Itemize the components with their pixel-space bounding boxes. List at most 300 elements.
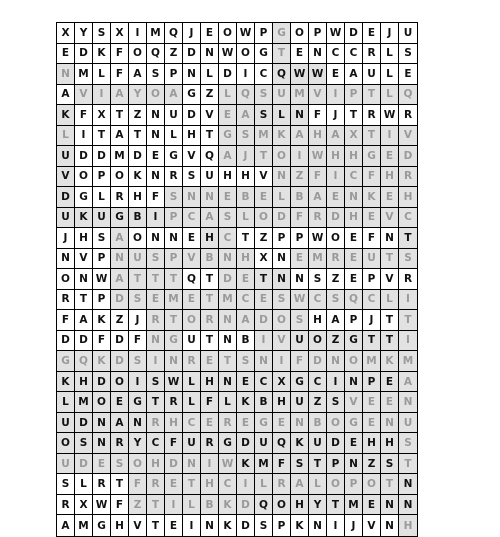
letter-cell[interactable]: N <box>147 167 165 188</box>
letter-cell[interactable]: E <box>237 372 255 393</box>
letter-cell[interactable]: R <box>147 474 165 495</box>
letter-cell[interactable]: R <box>219 413 237 434</box>
letter-cell[interactable]: I <box>273 351 291 372</box>
letter-cell[interactable]: T <box>309 454 327 475</box>
letter-cell[interactable]: C <box>183 413 201 434</box>
letter-cell[interactable]: S <box>147 249 165 270</box>
letter-cell[interactable]: G <box>219 433 237 454</box>
letter-cell[interactable]: H <box>363 433 381 454</box>
letter-cell[interactable]: T <box>75 290 93 311</box>
letter-cell[interactable]: W <box>309 146 327 167</box>
letter-cell[interactable]: N <box>273 269 291 290</box>
letter-cell[interactable]: P <box>93 167 111 188</box>
letter-cell[interactable]: O <box>309 331 327 352</box>
letter-cell[interactable]: N <box>129 413 147 434</box>
letter-cell[interactable]: I <box>237 64 255 85</box>
letter-cell[interactable]: F <box>75 105 93 126</box>
letter-cell[interactable]: D <box>183 105 201 126</box>
letter-cell[interactable]: H <box>201 474 219 495</box>
letter-cell[interactable]: O <box>147 85 165 106</box>
letter-cell[interactable]: E <box>291 44 309 65</box>
letter-cell[interactable]: N <box>219 249 237 270</box>
letter-cell[interactable]: S <box>399 44 417 65</box>
letter-cell[interactable]: W <box>381 105 399 126</box>
letter-cell[interactable]: N <box>147 331 165 352</box>
letter-cell[interactable]: N <box>201 187 219 208</box>
letter-cell[interactable]: K <box>219 495 237 516</box>
letter-cell[interactable]: S <box>147 372 165 393</box>
letter-cell[interactable]: Y <box>129 433 147 454</box>
letter-cell[interactable]: S <box>111 454 129 475</box>
letter-cell[interactable]: V <box>183 146 201 167</box>
letter-cell[interactable]: E <box>345 269 363 290</box>
letter-cell[interactable]: Z <box>327 269 345 290</box>
letter-cell[interactable]: O <box>273 146 291 167</box>
letter-cell[interactable]: U <box>291 331 309 352</box>
letter-cell[interactable]: O <box>273 495 291 516</box>
letter-cell[interactable]: T <box>363 331 381 352</box>
letter-cell[interactable]: A <box>57 85 75 106</box>
letter-cell[interactable]: Q <box>399 85 417 106</box>
letter-cell[interactable]: W <box>291 64 309 85</box>
letter-cell[interactable]: R <box>183 351 201 372</box>
letter-cell[interactable]: G <box>219 126 237 147</box>
letter-cell[interactable]: A <box>111 85 129 106</box>
letter-cell[interactable]: E <box>201 23 219 44</box>
letter-cell[interactable]: T <box>183 474 201 495</box>
letter-cell[interactable]: K <box>93 44 111 65</box>
letter-cell[interactable]: E <box>273 413 291 434</box>
letter-cell[interactable]: M <box>363 351 381 372</box>
letter-cell[interactable]: R <box>57 495 75 516</box>
letter-cell[interactable]: U <box>399 23 417 44</box>
letter-cell[interactable]: E <box>381 372 399 393</box>
letter-cell[interactable]: D <box>327 208 345 229</box>
letter-cell[interactable]: D <box>255 310 273 331</box>
letter-cell[interactable]: J <box>237 146 255 167</box>
letter-cell[interactable]: S <box>93 23 111 44</box>
letter-cell[interactable]: I <box>147 351 165 372</box>
letter-cell[interactable]: W <box>309 228 327 249</box>
letter-cell[interactable]: E <box>165 474 183 495</box>
letter-cell[interactable]: R <box>309 208 327 229</box>
letter-cell[interactable]: U <box>183 331 201 352</box>
letter-cell[interactable]: V <box>57 167 75 188</box>
letter-cell[interactable]: N <box>291 413 309 434</box>
letter-cell[interactable]: X <box>345 126 363 147</box>
letter-cell[interactable]: C <box>255 64 273 85</box>
letter-cell[interactable]: T <box>255 146 273 167</box>
letter-cell[interactable]: T <box>147 269 165 290</box>
letter-cell[interactable]: G <box>75 187 93 208</box>
letter-cell[interactable]: C <box>327 44 345 65</box>
letter-cell[interactable]: W <box>93 269 111 290</box>
letter-cell[interactable]: N <box>381 495 399 516</box>
letter-cell[interactable]: E <box>237 413 255 434</box>
letter-cell[interactable]: A <box>201 208 219 229</box>
letter-cell[interactable]: J <box>363 310 381 331</box>
letter-cell[interactable]: N <box>111 249 129 270</box>
letter-cell[interactable]: O <box>219 23 237 44</box>
letter-cell[interactable]: D <box>273 208 291 229</box>
letter-cell[interactable]: E <box>219 105 237 126</box>
letter-cell[interactable]: T <box>345 105 363 126</box>
letter-cell[interactable]: E <box>93 454 111 475</box>
letter-cell[interactable]: W <box>219 44 237 65</box>
letter-cell[interactable]: P <box>273 228 291 249</box>
letter-cell[interactable]: T <box>93 126 111 147</box>
letter-cell[interactable]: H <box>75 372 93 393</box>
letter-cell[interactable]: A <box>75 310 93 331</box>
letter-cell[interactable]: D <box>57 187 75 208</box>
letter-cell[interactable]: H <box>381 433 399 454</box>
letter-cell[interactable]: W <box>237 23 255 44</box>
letter-cell[interactable]: H <box>147 454 165 475</box>
letter-cell[interactable]: U <box>57 454 75 475</box>
letter-cell[interactable]: O <box>237 44 255 65</box>
letter-cell[interactable]: E <box>381 146 399 167</box>
letter-cell[interactable]: N <box>219 372 237 393</box>
letter-cell[interactable]: C <box>345 167 363 188</box>
letter-cell[interactable]: P <box>345 85 363 106</box>
letter-cell[interactable]: V <box>183 249 201 270</box>
letter-cell[interactable]: C <box>219 474 237 495</box>
letter-cell[interactable]: I <box>291 146 309 167</box>
letter-cell[interactable]: C <box>345 44 363 65</box>
letter-cell[interactable]: U <box>165 105 183 126</box>
letter-cell[interactable]: W <box>327 23 345 44</box>
letter-cell[interactable]: T <box>327 495 345 516</box>
letter-cell[interactable]: A <box>237 105 255 126</box>
letter-cell[interactable]: P <box>273 515 291 536</box>
letter-cell[interactable]: M <box>147 23 165 44</box>
letter-cell[interactable]: N <box>291 269 309 290</box>
letter-cell[interactable]: N <box>147 228 165 249</box>
letter-cell[interactable]: P <box>363 372 381 393</box>
letter-cell[interactable]: E <box>363 392 381 413</box>
letter-cell[interactable]: I <box>93 85 111 106</box>
letter-cell[interactable]: N <box>57 249 75 270</box>
letter-cell[interactable]: R <box>201 433 219 454</box>
letter-cell[interactable]: T <box>129 126 147 147</box>
letter-cell[interactable]: X <box>93 105 111 126</box>
letter-cell[interactable]: L <box>183 372 201 393</box>
letter-cell[interactable]: N <box>381 413 399 434</box>
letter-cell[interactable]: R <box>399 269 417 290</box>
letter-cell[interactable]: G <box>255 44 273 65</box>
letter-cell[interactable]: D <box>183 44 201 65</box>
letter-cell[interactable]: L <box>255 474 273 495</box>
letter-cell[interactable]: T <box>165 310 183 331</box>
letter-cell[interactable]: I <box>399 331 417 352</box>
letter-cell[interactable]: R <box>363 44 381 65</box>
letter-cell[interactable]: I <box>183 515 201 536</box>
letter-cell[interactable]: U <box>57 146 75 167</box>
letter-cell[interactable]: G <box>345 331 363 352</box>
letter-cell[interactable]: X <box>75 495 93 516</box>
letter-cell[interactable]: R <box>147 310 165 331</box>
letter-cell[interactable]: E <box>201 413 219 434</box>
letter-cell[interactable]: G <box>111 208 129 229</box>
letter-cell[interactable]: S <box>147 64 165 85</box>
letter-cell[interactable]: F <box>165 433 183 454</box>
letter-cell[interactable]: S <box>291 310 309 331</box>
letter-cell[interactable]: L <box>183 392 201 413</box>
letter-cell[interactable]: C <box>399 208 417 229</box>
letter-cell[interactable]: A <box>111 269 129 290</box>
letter-cell[interactable]: A <box>345 64 363 85</box>
letter-cell[interactable]: D <box>75 454 93 475</box>
letter-cell[interactable]: N <box>165 228 183 249</box>
letter-cell[interactable]: N <box>183 64 201 85</box>
letter-cell[interactable]: A <box>129 64 147 85</box>
letter-cell[interactable]: E <box>183 290 201 311</box>
letter-cell[interactable]: S <box>237 351 255 372</box>
letter-cell[interactable]: O <box>183 310 201 331</box>
letter-cell[interactable]: Z <box>129 495 147 516</box>
letter-cell[interactable]: S <box>75 433 93 454</box>
letter-cell[interactable]: P <box>327 454 345 475</box>
letter-cell[interactable]: N <box>183 454 201 475</box>
letter-cell[interactable]: H <box>219 167 237 188</box>
letter-cell[interactable]: K <box>291 433 309 454</box>
letter-cell[interactable]: C <box>363 290 381 311</box>
letter-cell[interactable]: B <box>309 413 327 434</box>
letter-cell[interactable]: D <box>111 290 129 311</box>
letter-cell[interactable]: L <box>381 44 399 65</box>
letter-cell[interactable]: B <box>201 249 219 270</box>
letter-cell[interactable]: T <box>363 126 381 147</box>
letter-cell[interactable]: S <box>399 249 417 270</box>
letter-cell[interactable]: P <box>291 228 309 249</box>
letter-cell[interactable]: S <box>273 290 291 311</box>
letter-cell[interactable]: Z <box>165 44 183 65</box>
letter-cell[interactable]: Z <box>363 454 381 475</box>
letter-cell[interactable]: T <box>381 310 399 331</box>
letter-cell[interactable]: H <box>345 208 363 229</box>
letter-cell[interactable]: Q <box>237 85 255 106</box>
letter-cell[interactable]: K <box>237 454 255 475</box>
letter-cell[interactable]: M <box>75 392 93 413</box>
letter-cell[interactable]: H <box>399 187 417 208</box>
letter-cell[interactable]: I <box>165 495 183 516</box>
letter-cell[interactable]: A <box>309 187 327 208</box>
letter-cell[interactable]: F <box>309 167 327 188</box>
letter-cell[interactable]: I <box>327 85 345 106</box>
letter-cell[interactable]: L <box>381 85 399 106</box>
letter-cell[interactable]: U <box>93 208 111 229</box>
letter-cell[interactable]: L <box>57 126 75 147</box>
letter-cell[interactable]: V <box>309 85 327 106</box>
letter-cell[interactable]: E <box>345 228 363 249</box>
letter-cell[interactable]: N <box>147 105 165 126</box>
letter-cell[interactable]: O <box>129 44 147 65</box>
letter-cell[interactable]: I <box>75 126 93 147</box>
letter-cell[interactable]: D <box>237 433 255 454</box>
letter-cell[interactable]: D <box>309 351 327 372</box>
letter-cell[interactable]: P <box>363 269 381 290</box>
letter-cell[interactable]: W <box>165 372 183 393</box>
letter-cell[interactable]: J <box>345 515 363 536</box>
letter-cell[interactable]: L <box>75 474 93 495</box>
letter-cell[interactable]: K <box>291 515 309 536</box>
letter-cell[interactable]: F <box>111 44 129 65</box>
letter-cell[interactable]: W <box>219 454 237 475</box>
letter-cell[interactable]: S <box>165 187 183 208</box>
letter-cell[interactable]: N <box>57 64 75 85</box>
letter-cell[interactable]: C <box>237 290 255 311</box>
letter-cell[interactable]: U <box>309 433 327 454</box>
letter-cell[interactable]: E <box>219 187 237 208</box>
letter-cell[interactable]: O <box>291 23 309 44</box>
letter-cell[interactable]: Q <box>183 269 201 290</box>
letter-cell[interactable]: E <box>363 208 381 229</box>
letter-cell[interactable]: B <box>255 392 273 413</box>
letter-cell[interactable]: E <box>237 269 255 290</box>
letter-cell[interactable]: T <box>399 228 417 249</box>
letter-cell[interactable]: K <box>219 515 237 536</box>
letter-cell[interactable]: T <box>255 269 273 290</box>
letter-cell[interactable]: E <box>327 187 345 208</box>
letter-cell[interactable]: W <box>309 64 327 85</box>
letter-cell[interactable]: S <box>237 126 255 147</box>
letter-cell[interactable]: G <box>291 372 309 393</box>
letter-cell[interactable]: R <box>165 167 183 188</box>
letter-cell[interactable]: Q <box>201 146 219 167</box>
letter-cell[interactable]: C <box>309 372 327 393</box>
letter-cell[interactable]: Y <box>309 495 327 516</box>
letter-cell[interactable]: S <box>309 269 327 290</box>
letter-cell[interactable]: I <box>129 372 147 393</box>
letter-cell[interactable]: G <box>255 413 273 434</box>
letter-cell[interactable]: T <box>237 228 255 249</box>
letter-cell[interactable]: H <box>327 146 345 167</box>
letter-cell[interactable]: R <box>111 187 129 208</box>
letter-cell[interactable]: M <box>219 290 237 311</box>
letter-cell[interactable]: P <box>93 290 111 311</box>
letter-cell[interactable]: Y <box>129 85 147 106</box>
letter-cell[interactable]: H <box>381 167 399 188</box>
letter-cell[interactable]: O <box>57 433 75 454</box>
letter-cell[interactable]: A <box>111 228 129 249</box>
letter-cell[interactable]: E <box>255 187 273 208</box>
letter-cell[interactable]: T <box>381 474 399 495</box>
letter-cell[interactable]: V <box>75 249 93 270</box>
letter-cell[interactable]: U <box>57 413 75 434</box>
letter-cell[interactable]: F <box>273 454 291 475</box>
letter-cell[interactable]: L <box>93 187 111 208</box>
letter-cell[interactable]: D <box>399 146 417 167</box>
letter-cell[interactable]: F <box>57 310 75 331</box>
letter-cell[interactable]: K <box>57 105 75 126</box>
letter-cell[interactable]: A <box>219 146 237 167</box>
letter-cell[interactable]: R <box>273 474 291 495</box>
letter-cell[interactable]: R <box>363 105 381 126</box>
letter-cell[interactable]: N <box>201 515 219 536</box>
letter-cell[interactable]: U <box>129 249 147 270</box>
letter-cell[interactable]: A <box>237 310 255 331</box>
letter-cell[interactable]: L <box>165 126 183 147</box>
letter-cell[interactable]: E <box>165 515 183 536</box>
letter-cell[interactable]: I <box>237 474 255 495</box>
letter-cell[interactable]: V <box>75 85 93 106</box>
letter-cell[interactable]: N <box>345 187 363 208</box>
letter-cell[interactable]: U <box>363 249 381 270</box>
letter-cell[interactable]: N <box>309 515 327 536</box>
letter-cell[interactable]: E <box>183 228 201 249</box>
letter-cell[interactable]: F <box>309 105 327 126</box>
letter-cell[interactable]: L <box>237 208 255 229</box>
letter-cell[interactable]: G <box>363 146 381 167</box>
letter-cell[interactable]: E <box>345 433 363 454</box>
letter-cell[interactable]: J <box>381 23 399 44</box>
letter-cell[interactable]: I <box>129 23 147 44</box>
letter-cell[interactable]: J <box>57 228 75 249</box>
letter-cell[interactable]: T <box>201 269 219 290</box>
letter-cell[interactable]: D <box>237 515 255 536</box>
letter-cell[interactable]: D <box>75 413 93 434</box>
letter-cell[interactable]: S <box>327 290 345 311</box>
letter-cell[interactable]: D <box>345 23 363 44</box>
letter-cell[interactable]: U <box>363 64 381 85</box>
letter-cell[interactable]: T <box>219 351 237 372</box>
letter-cell[interactable]: Q <box>273 64 291 85</box>
letter-cell[interactable]: I <box>255 331 273 352</box>
letter-cell[interactable]: O <box>111 372 129 393</box>
letter-cell[interactable]: A <box>57 515 75 536</box>
letter-cell[interactable]: D <box>111 351 129 372</box>
letter-cell[interactable]: A <box>111 126 129 147</box>
letter-cell[interactable]: V <box>345 392 363 413</box>
letter-cell[interactable]: X <box>273 372 291 393</box>
letter-cell[interactable]: F <box>291 351 309 372</box>
letter-cell[interactable]: H <box>345 146 363 167</box>
letter-cell[interactable]: R <box>327 249 345 270</box>
letter-cell[interactable]: K <box>363 187 381 208</box>
letter-cell[interactable]: S <box>255 85 273 106</box>
letter-cell[interactable]: M <box>255 126 273 147</box>
letter-cell[interactable]: T <box>381 331 399 352</box>
letter-cell[interactable]: N <box>219 310 237 331</box>
letter-cell[interactable]: V <box>201 105 219 126</box>
letter-cell[interactable]: C <box>309 290 327 311</box>
letter-cell[interactable]: P <box>165 64 183 85</box>
letter-cell[interactable]: H <box>291 495 309 516</box>
letter-cell[interactable]: U <box>291 392 309 413</box>
letter-cell[interactable]: O <box>273 310 291 331</box>
letter-cell[interactable]: F <box>291 208 309 229</box>
letter-cell[interactable]: O <box>129 228 147 249</box>
letter-cell[interactable]: V <box>129 515 147 536</box>
letter-cell[interactable]: P <box>165 249 183 270</box>
letter-cell[interactable]: V <box>255 167 273 188</box>
letter-cell[interactable]: N <box>165 351 183 372</box>
letter-cell[interactable]: S <box>129 290 147 311</box>
letter-cell[interactable]: E <box>291 249 309 270</box>
letter-cell[interactable]: H <box>111 515 129 536</box>
letter-cell[interactable]: Z <box>327 331 345 352</box>
letter-cell[interactable]: Q <box>345 290 363 311</box>
letter-cell[interactable]: K <box>273 126 291 147</box>
letter-cell[interactable]: B <box>129 208 147 229</box>
letter-cell[interactable]: Z <box>201 85 219 106</box>
letter-cell[interactable]: N <box>255 351 273 372</box>
letter-cell[interactable]: A <box>327 310 345 331</box>
letter-cell[interactable]: L <box>273 187 291 208</box>
letter-cell[interactable]: N <box>93 433 111 454</box>
letter-cell[interactable]: U <box>255 433 273 454</box>
letter-cell[interactable]: E <box>147 146 165 167</box>
